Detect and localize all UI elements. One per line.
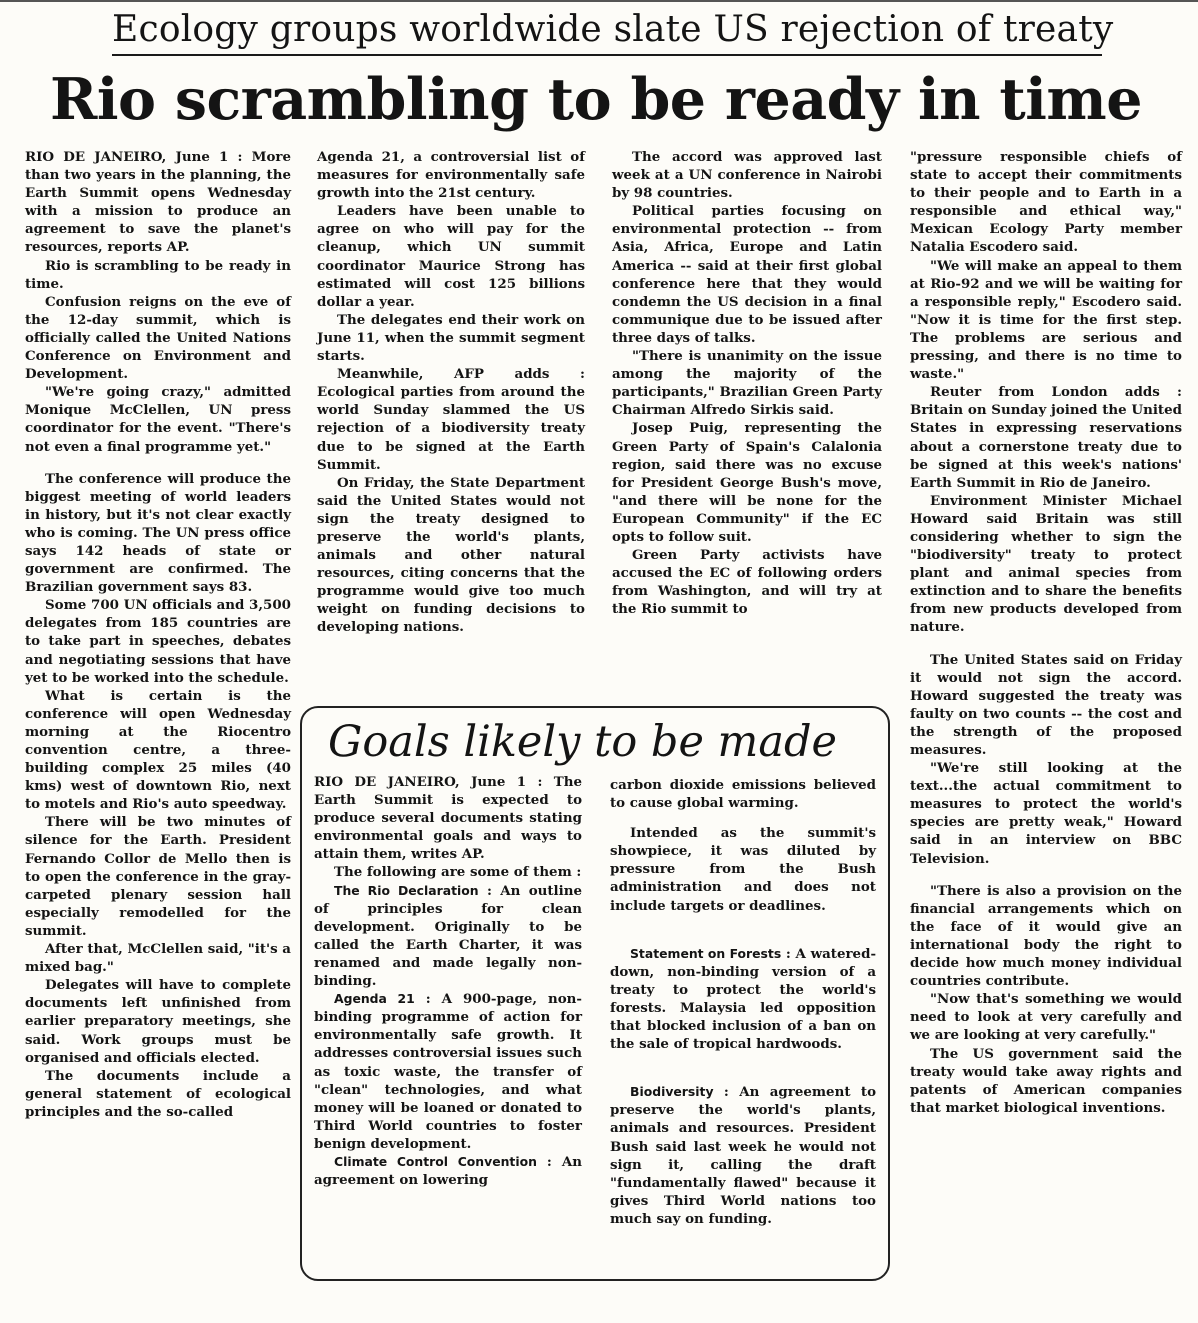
goal-item-rio bbox=[314, 882, 582, 991]
paragraph: "There is unanimity on the issue among the majority of the participants," Brazilian Green Party Chairman Alfredo Sirkis said. bbox=[612, 348, 882, 419]
goal-text: : A 900-page, non-binding programme of action for environmentally safe growth. It addresses controversial issues such as toxic waste, the transfer of "clean" technologies, and what money will be loaned or donated to Third World countries to foster benign development. bbox=[314, 991, 582, 1152]
article-column-1 bbox=[25, 148, 291, 1121]
goals-column-left bbox=[314, 773, 582, 1189]
goal-text: : An agreement to preserve the world's plants, animals and resources. President Bush said last week he would not sign it, calling the draft "fundamentally flawed" because it gives Third World nations too much say on funding. bbox=[610, 1084, 876, 1227]
paragraph: The documents include a general statement of ecological principles and the so-called bbox=[25, 1067, 291, 1120]
paragraph: Reuter from London adds : Britain on Sunday joined the United States in expressing reservations about a cornerstone treaty due to be signed at this week's nations' Earth Summit in Rio de Janeiro. bbox=[910, 384, 1182, 491]
paragraph: The US government said the treaty would take away rights and patents of American companies that market biological inventions. bbox=[910, 1045, 1182, 1116]
paragraph: After that, McClellen said, "it's a mixed bag." bbox=[25, 941, 291, 976]
paragraph: Intended as the summit's showpiece, it was diluted by pressure from the Bush administration and does not include targets or deadlines. bbox=[610, 825, 876, 914]
article-column-3 bbox=[612, 148, 882, 618]
goal-item-forests bbox=[610, 945, 876, 1054]
paragraph: Political parties focusing on environmental protection -- from Asia, Africa, Europe and Latin America -- said at their first global conference here that they would condemn the US decision in a final communique due to be issued after three days of talks. bbox=[612, 203, 882, 346]
term-biodiversity: Biodiversity bbox=[630, 1084, 714, 1100]
paragraph: Rio is scrambling to be ready in time. bbox=[25, 257, 291, 292]
main-headline: Rio scrambling to be ready in time bbox=[50, 66, 1142, 133]
paragraph: On Friday, the State Department said the United States would not sign the treaty designed to preserve the world's plants, animals and other natural resources, citing concerns that the programme would give too much weight on funding decisions to developing nations. bbox=[317, 474, 585, 636]
paragraph: The delegates end their work on June 11, when the summit segment starts. bbox=[317, 311, 585, 365]
paragraph: Some 700 UN officials and 3,500 delegates from 185 countries are to take part in speeches, debates and negotiating sessions that have yet to be worked into the schedule. bbox=[25, 597, 291, 686]
paragraph: Green Party activists have accused the EC of following orders from Washington, and will try at the Rio summit to bbox=[612, 547, 882, 618]
paragraph: The United States said on Friday it would not sign the accord. Howard suggested the treaty was faulty on two counts -- the cost and the strength of the proposed measures. bbox=[910, 651, 1182, 758]
term-statement-on-forests: Statement on Forests bbox=[630, 945, 782, 961]
term-rio-declaration: The Rio Declaration bbox=[334, 882, 479, 898]
goal-text: : An outline of principles for clean development. Originally to be called the Earth Charter, it was renamed and made legally non-binding. bbox=[314, 882, 582, 990]
paragraph: Agenda 21, a controversial list of measures for environmentally safe growth into the 21st century. bbox=[317, 149, 585, 202]
paragraph: "Now that's something we would need to look at very carefully and we are looking at very carefully." bbox=[910, 991, 1182, 1044]
goal-item-agenda bbox=[314, 990, 582, 1153]
paragraph: Leaders have been unable to agree on who will pay for the cleanup, which UN summit coordinator Maurice Strong has estimated will cost 125 billions dollar a year. bbox=[317, 203, 585, 310]
paragraph: RIO DE JANEIRO, June 1 : More than two years in the planning, the Earth Summit opens Wednesday with a mission to produce an agreement to save the planet's resources, reports AP. bbox=[25, 149, 291, 256]
paragraph: "There is also a provision on the financial arrangements which on the face of it would give an international body the right to decide how much money individual countries contribute. bbox=[910, 882, 1182, 990]
article-column-2 bbox=[317, 148, 585, 637]
paragraph: Delegates will have to complete documents left unfinished from earlier preparatory meetings, she said. Work groups must be organised and officials elected. bbox=[25, 977, 291, 1066]
paragraph: carbon dioxide emissions believed to cause global warming. bbox=[610, 777, 876, 812]
paragraph: There will be two minutes of silence for the Earth. President Fernando Collor de Mello then is to open the conference in the gray-carpeted plenary session hall especially remodelled for the summit. bbox=[25, 814, 291, 939]
goal-text: : An agreement on lowering bbox=[314, 1153, 582, 1189]
term-climate-convention: Climate Control Convention bbox=[334, 1153, 537, 1169]
paragraph: Josep Puig, representing the Green Party of Spain's Calalonia region, said there was no excuse for President George Bush's move, "and there will be none for the European Community" if the EC opts to follow suit. bbox=[612, 420, 882, 545]
goal-text: : A watered-down, non-binding version of a treaty to protect the world's forests. Malaysia led opposition that blocked inclusion of a ban on the sale of tropical hardwoods. bbox=[610, 945, 876, 1053]
paragraph: "We're still looking at the text...the actual commitment to measures to protect the world's species are pretty weak," Howard said in an interview on BBC Television. bbox=[910, 760, 1182, 867]
goals-sidebar-title: Goals likely to be made bbox=[328, 717, 837, 767]
goals-column-right bbox=[610, 776, 876, 1228]
paragraph: What is certain is the conference will open Wednesday morning at the Riocentro convention centre, a three-building complex 25 miles (40 kms) west of downtown Rio, next to motels and Rio's auto speedway. bbox=[25, 687, 291, 813]
paragraph: "We will make an appeal to them at Rio-92 and we will be waiting for a responsible reply," Escodero said. "Now it is time for the first step. The problems are serious and pressing, and there is no time to waste." bbox=[910, 257, 1182, 383]
article-column-4 bbox=[910, 148, 1182, 1117]
goal-item-climate bbox=[314, 1153, 582, 1189]
paragraph: "We're going crazy," admitted Monique McClellen, UN press coordinator for the event. "There's not even a final programme yet." bbox=[25, 384, 291, 455]
paragraph: "pressure responsible chiefs of state to accept their commitments to their people and to Earth in a responsible and ethical way," Mexican Ecology Party member Natalia Escodero said. bbox=[910, 149, 1182, 256]
paragraph: The accord was approved last week at a UN conference in Nairobi by 98 countries. bbox=[612, 149, 882, 202]
paragraph: RIO DE JANEIRO, June 1 : The Earth Summit is expected to produce several documents stating environmental goals and ways to attain them, writes AP. bbox=[314, 774, 582, 863]
goal-item-biodiversity bbox=[610, 1083, 876, 1228]
top-rule bbox=[0, 0, 1198, 5]
paragraph: Environment Minister Michael Howard said Britain was still considering whether to sign the "biodiversity" treaty to protect plant and animal species from extinction and to share the benefits from new products developed from nature. bbox=[910, 492, 1182, 636]
paragraph: Confusion reigns on the eve of the 12-day summit, which is officially called the United Nations Conference on Environment and Development. bbox=[25, 293, 291, 383]
paragraph: Meanwhile, AFP adds : Ecological parties from around the world Sunday slammed the US rejection of a biodiversity treaty due to be signed at the Earth Summit. bbox=[317, 366, 585, 473]
paragraph: The conference will produce the biggest meeting of world leaders in history, but it's not clear exactly who is coming. The UN press office says 142 heads of state or government are confirmed. The Brazilian government says 83. bbox=[25, 470, 291, 596]
term-agenda-21: Agenda 21 bbox=[334, 991, 415, 1007]
paragraph: The following are some of them : bbox=[334, 864, 582, 881]
kicker-headline: Ecology groups worldwide slate US rejection of treaty bbox=[112, 6, 1102, 56]
